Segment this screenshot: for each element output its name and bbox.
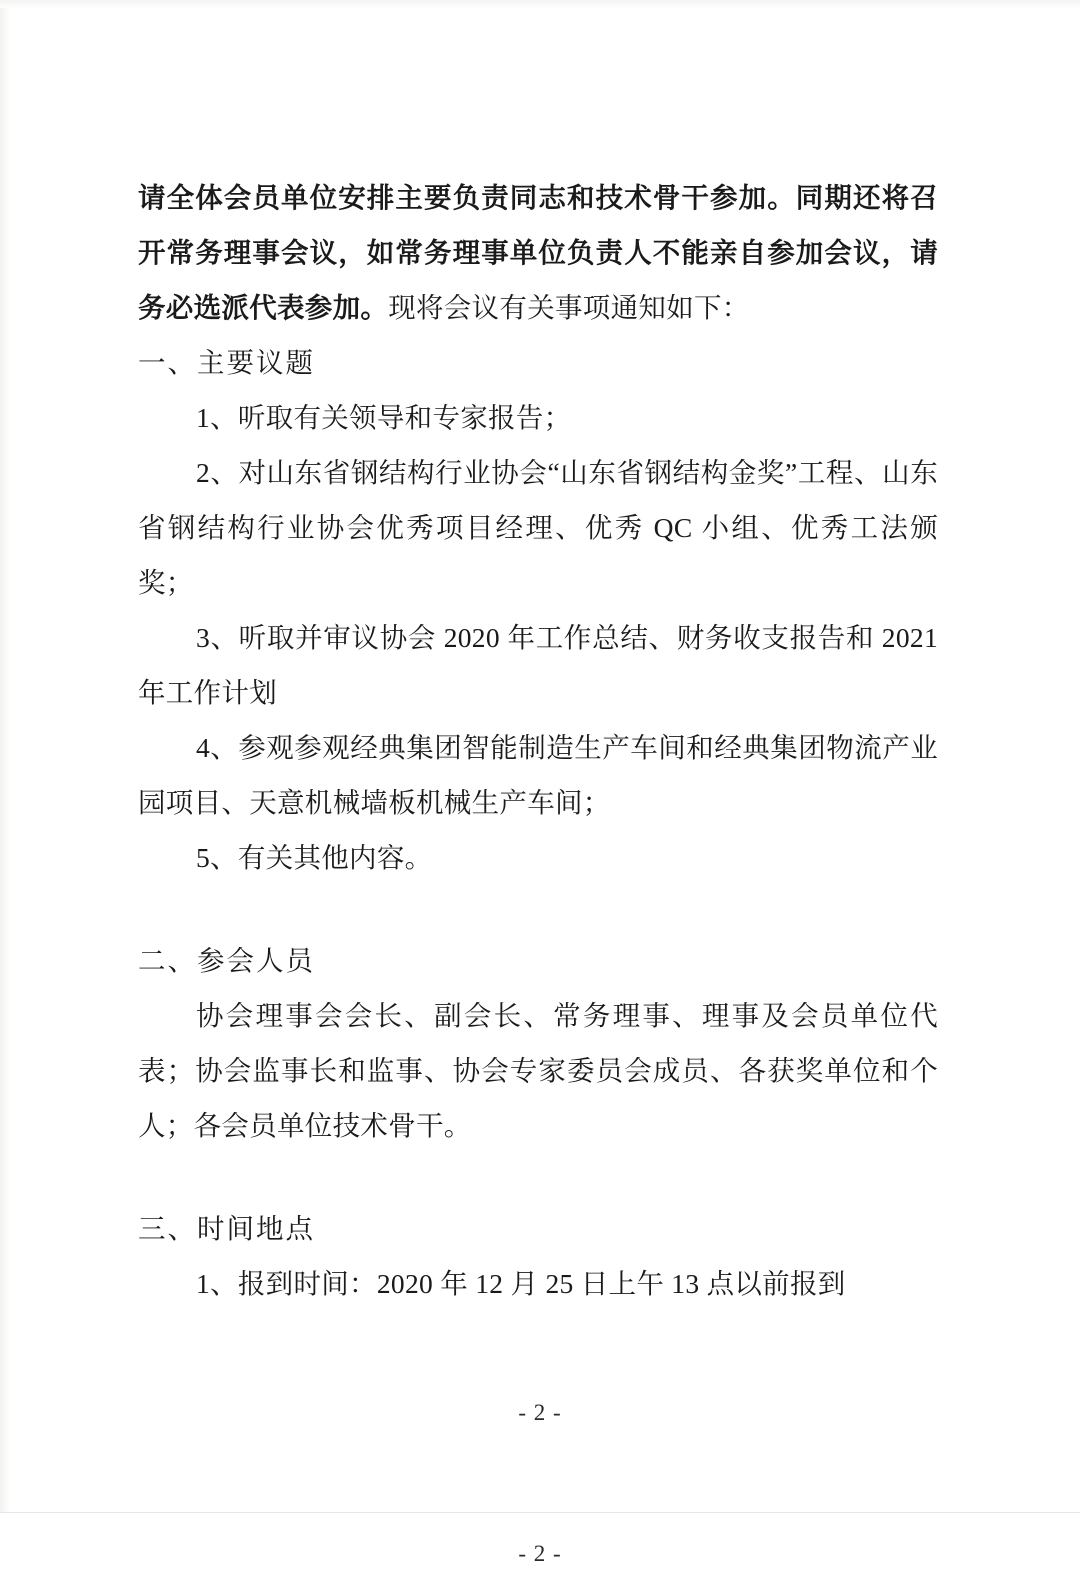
lead-paragraph-normal: 现将会议有关事项通知如下： bbox=[388, 292, 750, 323]
page-number-footer: - 2 - bbox=[518, 1400, 562, 1425]
section-1-item-2: 2、对山东省钢结构行业协会“山东省钢结构金奖”工程、山东省钢结构行业协会优秀项目经理、优秀 QC 小组、优秀工法颁奖； bbox=[138, 457, 938, 598]
section-1-item-3: 3、听取并审议协会 2020 年工作总结、财务收支报告和 2021 年工作计划 bbox=[138, 622, 938, 708]
section-3-item-1: 1、报到时间：2020 年 12 月 25 日上午 13 点以前报到 bbox=[196, 1268, 846, 1299]
lead-paragraph bbox=[138, 170, 938, 335]
section-1-item-1: 1、听取有关领导和专家报告； bbox=[196, 402, 572, 433]
spacer-after-section-2 bbox=[138, 1153, 938, 1201]
section-heading-2: 二、参会人员 bbox=[138, 945, 315, 976]
section-heading-3: 三、时间地点 bbox=[138, 1213, 315, 1244]
page-number-indicator: - 2 - bbox=[518, 1541, 562, 1566]
document-body bbox=[138, 170, 938, 1311]
spacer-after-section-1 bbox=[138, 885, 938, 933]
page-edge-shadow-left bbox=[0, 0, 10, 1585]
page-edge-shadow-top bbox=[0, 0, 1080, 8]
lead-paragraph-bold: 请全体会员单位安排主要负责同志和技术骨干参加。同期还将召开常务理事会议，如常务理事单位负责人不能亲自参加会议，请务必选派代表参加。 bbox=[138, 182, 938, 323]
section-1-item-4: 4、参观参观经典集团智能制造生产车间和经典集团物流产业园项目、天意机械墙板机械生产车间； bbox=[138, 732, 938, 818]
section-heading-1: 一、主要议题 bbox=[138, 347, 315, 378]
section-2-item-1: 协会理事会会长、副会长、常务理事、理事及会员单位代表；协会监事长和监事、协会专家委员会成员、各获奖单位和个人；各会员单位技术骨干。 bbox=[138, 1000, 938, 1141]
section-1-item-5: 5、有关其他内容。 bbox=[196, 842, 433, 873]
